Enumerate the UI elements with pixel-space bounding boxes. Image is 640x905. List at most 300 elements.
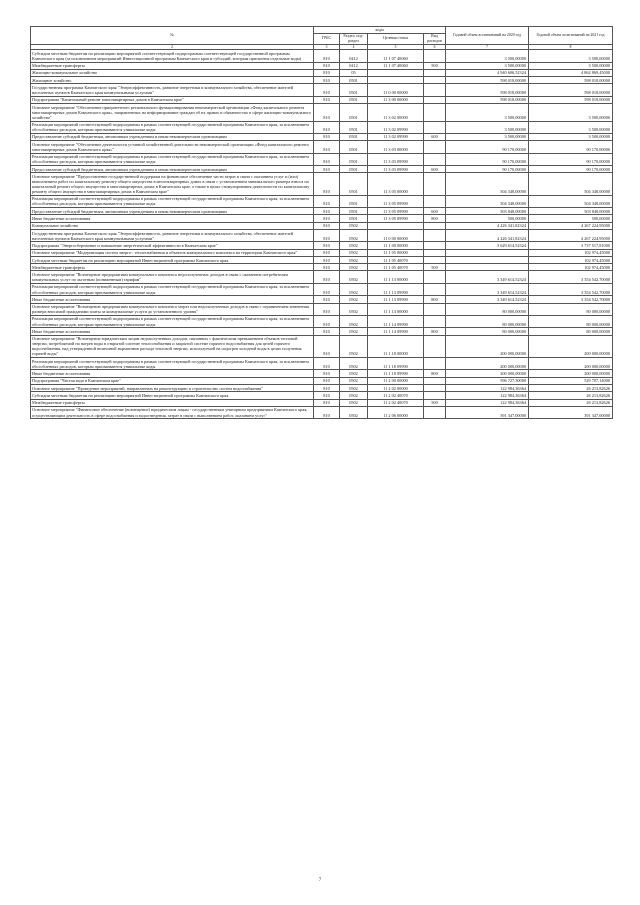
row-target [368,77,424,84]
row-grbs: 810 [314,229,340,241]
colnum: 2 [31,44,314,50]
row-type [424,242,446,249]
row-section: 0502 [340,385,368,392]
row-type [424,50,446,62]
budget-table [30,26,613,419]
row-type: 600 [424,208,446,215]
row-name: Иные бюджетные ассигнования [31,296,314,303]
row-amount-2021: 102 974,45000 [529,256,613,263]
row-section: 0412 [340,50,368,62]
row-target: 11 1 00 00000 [368,242,424,249]
row-type [424,222,446,229]
row-section: 0502 [340,249,368,256]
table-row [31,229,613,241]
row-target: 11 1 13 00000 [368,271,424,283]
header-section: Раздел, под-раздел [340,33,368,44]
row-grbs: 810 [314,141,340,153]
table-row [31,104,613,121]
row-type [424,303,446,315]
row-amount-2021: 3 500,00000 [529,50,613,62]
row-amount-2020: 391 347,00000 [446,406,529,418]
row-amount-2020: 80 000,00000 [446,315,529,327]
row-grbs: 810 [314,315,340,327]
row-amount-2021: 3 354 542,70000 [529,296,613,303]
table-row [31,215,613,222]
row-amount-2020: 4 226 341,82324 [446,229,529,241]
row-target: 11 1 14 09990 [368,315,424,327]
colnum: 3 [314,44,340,50]
row-grbs: 810 [314,62,340,69]
row-name: Реализация мероприятий соответствующей подпрограммы в рамках соответствующей государственной программы Камчатского края, за исключением обособленных расходов, которым присваиваются уникальные коды [31,195,314,207]
row-amount-2021: 200 000,00000 [529,358,613,370]
table-row [31,303,613,315]
table-row [31,165,613,172]
row-target: 11 3 05 09990 [368,195,424,207]
row-type [424,406,446,418]
row-grbs: 810 [314,222,340,229]
table-row [31,385,613,392]
row-grbs: 810 [314,96,340,103]
row-amount-2021: 504 348,00000 [529,173,613,196]
table-row [31,392,613,399]
row-target: 11 0 00 00000 [368,229,424,241]
header-name: № [31,27,314,45]
row-amount-2021: 598 018,00000 [529,77,613,84]
row-grbs: 810 [314,399,340,406]
table-row [31,62,613,69]
table-row [31,335,613,358]
row-name: Субсидии местным бюджетам на реализацию мероприятий соответствующей подпрограммы соответствующей государственной программы Камчатского края (за исключением мероприятий Инвестиционной программы Камчатского края и субсидий, которым присвоены отдельные коды) [31,50,314,62]
row-amount-2020: 504 348,00000 [446,173,529,196]
row-amount-2020: 500,00000 [446,215,529,222]
row-grbs: 810 [314,77,340,84]
row-amount-2020: 3 500,00000 [446,62,529,69]
row-grbs: 810 [314,358,340,370]
row-amount-2021: 26 213,82626 [529,399,613,406]
row-amount-2021: 3 354 542,70000 [529,271,613,283]
row-amount-2020: 598 018,00000 [446,77,529,84]
row-name: Реализация мероприятий соответствующей подпрограммы в рамках соответствующей государственной программы Камчатского края, за исключением обособленных расходов, которым присваиваются уникальные коды [31,358,314,370]
row-grbs: 810 [314,133,340,140]
row-amount-2021: 3 500,00000 [529,121,613,133]
table-row [31,222,613,229]
row-section: 0502 [340,264,368,271]
row-name: Субсидии местным бюджетам на реализацию мероприятий Инвестиционной программы Камчатского края [31,256,314,263]
row-name: Иные бюджетные ассигнования [31,328,314,335]
row-amount-2020: 3 349 614,52324 [446,283,529,295]
row-name: Межбюджетные трансферты [31,62,314,69]
table-row [31,96,613,103]
row-grbs: 810 [314,84,340,96]
row-name: Подпрограмма "Чистая вода в Камчатском крае" [31,377,314,384]
row-target: 11 3 03 09990 [368,153,424,165]
table-row [31,242,613,249]
row-grbs: 810 [314,335,340,358]
table-row [31,133,613,140]
row-name: Межбюджетные трансферты [31,264,314,271]
header-row-top [31,27,613,34]
row-target: 11 1 05 40070 [368,256,424,263]
row-amount-2020: 3 349 614,52324 [446,271,529,283]
row-name: Коммунальное хозяйство [31,222,314,229]
row-grbs: 810 [314,195,340,207]
row-section: 0501 [340,208,368,215]
row-type [424,173,446,196]
row-name: Основное мероприятие "Проведение мероприятий, направленных на реконструкцию и строительство систем водоснабжения" [31,385,314,392]
row-amount-2020: 200 000,00000 [446,370,529,377]
table-row [31,69,613,76]
row-name: Реализация мероприятий соответствующей подпрограммы в рамках соответствующей государственной программы Камчатского края, за исключением обособленных расходов, которым присваиваются уникальные коды [31,153,314,165]
row-amount-2020: 90 170,00000 [446,165,529,172]
row-name: Основное мероприятие "Предоставление государственной поддержки на финансовое обеспечение части затрат в связи с оказанием услуг и (или) выполнением работ по капитальному ремонту общего имущества в многоквартирных домах в связи с установлением минимального размера взноса на капитальный ремонт общего имущества в многоквартирных домах в Камчатском крае, а также в целях стимулирования деятельности по капитальному ремонту общего имущества в многоквартирных домах в Камчатском крае" [31,173,314,196]
colnum: 8 [529,44,613,50]
row-grbs: 810 [314,283,340,295]
row-target: 11 3 02 09990 [368,133,424,140]
row-section: 0501 [340,165,368,172]
row-type [424,256,446,263]
row-amount-2021: 26 213,82626 [529,392,613,399]
row-target: 11 3 03 00000 [368,141,424,153]
row-amount-2021: 391 347,00000 [529,406,613,418]
row-amount-2021: 4 267 224,95000 [529,229,613,241]
row-name: Реализация мероприятий соответствующей подпрограммы в рамках соответствующей государственной программы Камчатского края, за исключением обособленных расходов, которым присваиваются уникальные коды [31,121,314,133]
row-target: 11 1 13 09990 [368,283,424,295]
header-year-2020: Годовой объем ассигнований на 2020 год [446,27,529,45]
row-amount-2021: 503 848,00000 [529,208,613,215]
row-section: 0502 [340,399,368,406]
row-grbs: 810 [314,271,340,283]
row-section: 0502 [340,229,368,241]
row-amount-2021: 80 000,00000 [529,315,613,327]
row-amount-2021: 200 000,00000 [529,335,613,358]
row-amount-2020: 4 226 341,82324 [446,222,529,229]
table-row [31,50,613,62]
row-type [424,84,446,96]
row-section: 05 [340,69,368,76]
row-type [424,335,446,358]
row-name: Государственная программа Камчатского края "Энергоэффективность, развитие энергетики и коммунального хозяйства, обеспечение жителей населенных пунктов Камчатского края коммунальными услугами" [31,229,314,241]
row-section: 0501 [340,215,368,222]
row-type: 500 [424,62,446,69]
row-target: 11 3 05 00000 [368,173,424,196]
row-grbs: 810 [314,303,340,315]
row-amount-2021: 529 707,14000 [529,377,613,384]
colnum: 6 [424,44,446,50]
row-name: Основное мероприятие "Возмещение предприятиям коммунального комплекса недополученных доходов в связи с оказанием потребителям коммунальных услуг по льготным (пониженным) тарифам" [31,271,314,283]
row-type: 500 [424,399,446,406]
row-amount-2021: 3 500,00000 [529,133,613,140]
table-row [31,315,613,327]
table-row [31,377,613,384]
row-grbs: 810 [314,328,340,335]
row-section: 0502 [340,377,368,384]
row-amount-2021: 102 974,45000 [529,264,613,271]
row-amount-2020: 90 170,00000 [446,153,529,165]
row-amount-2020: 3 349 614,52324 [446,296,529,303]
row-name: Предоставление субсидий бюджетным, автономным учреждениям и иным некоммерческим организациям [31,165,314,172]
row-name: Основное мероприятие "Финансовое обеспечение (возмещение) юридическим лицам - государственным унитарным предприятиям Камчатского края, осуществляющим деятельность в сфере водоснабжения и водоотведения, затрат в связи с выполнением работ, оказанием услуг" [31,406,314,418]
row-section: 0501 [340,104,368,121]
table-row [31,77,613,84]
row-grbs: 810 [314,173,340,196]
row-type [424,96,446,103]
row-target: 11 1 14 00000 [368,303,424,315]
row-type [424,385,446,392]
header-grbs: ГРБС [314,33,340,44]
row-section: 0502 [340,296,368,303]
row-type [424,392,446,399]
table-row [31,173,613,196]
row-type [424,315,446,327]
row-amount-2021: 500,00000 [529,215,613,222]
row-section: 0501 [340,195,368,207]
row-section: 0501 [340,153,368,165]
row-amount-2020: 122 984,36364 [446,399,529,406]
row-target: 11 3 02 00000 [368,104,424,121]
row-amount-2021: 200 000,00000 [529,370,613,377]
row-section: 0501 [340,173,368,196]
table-row [31,406,613,418]
table-row [31,271,613,283]
row-section: 0501 [340,96,368,103]
row-amount-2021: 4 862 869,45000 [529,69,613,76]
row-section: 0502 [340,242,368,249]
row-target: 11 2 00 00000 [368,377,424,384]
row-type [424,69,446,76]
header-year-2021: Годовой объем ассигнований на 2021 год [529,27,613,45]
row-type [424,358,446,370]
row-grbs: 810 [314,296,340,303]
row-grbs: 810 [314,377,340,384]
row-section: 0502 [340,392,368,399]
row-amount-2021: 26 213,82626 [529,385,613,392]
row-type [424,141,446,153]
row-grbs: 810 [314,249,340,256]
table-body [31,44,613,419]
row-amount-2020: 200 000,00000 [446,335,529,358]
row-target: 11 2 06 00000 [368,406,424,418]
row-target: 11 1 18 00000 [368,335,424,358]
row-target: 11 1 07 40060 [368,50,424,62]
row-target: 11 1 13 09990 [368,296,424,303]
row-target [368,222,424,229]
header-type: Вид расходов [424,33,446,44]
row-type: 500 [424,264,446,271]
table-row [31,370,613,377]
row-type [424,153,446,165]
row-target: 11 3 05 09990 [368,215,424,222]
row-name: Межбюджетные трансферты [31,399,314,406]
colnum: 4 [340,44,368,50]
row-section: 0501 [340,77,368,84]
row-section: 0502 [340,370,368,377]
row-type: 800 [424,328,446,335]
row-section: 0502 [340,358,368,370]
row-amount-2021: 90 170,00000 [529,165,613,172]
table-row [31,208,613,215]
row-amount-2021: 3 354 542,70000 [529,283,613,295]
row-amount-2020: 90 170,00000 [446,141,529,153]
row-type: 600 [424,133,446,140]
row-section: 0502 [340,328,368,335]
row-amount-2020: 598 018,00000 [446,84,529,96]
row-amount-2020: 598 018,00000 [446,96,529,103]
row-section: 0412 [340,62,368,69]
table-row [31,195,613,207]
table-row [31,264,613,271]
row-name: Предоставление субсидий бюджетным, автономным учреждениям и иным некоммерческим организациям [31,133,314,140]
table-row [31,283,613,295]
budget-sheet [30,26,612,419]
table-row [31,399,613,406]
row-grbs: 810 [314,208,340,215]
row-amount-2020: 4 940 606,52324 [446,69,529,76]
row-amount-2020: 3 500,00000 [446,121,529,133]
row-amount-2021: 4 267 224,95000 [529,222,613,229]
row-target: 11 1 05 40070 [368,264,424,271]
row-amount-2021: 598 018,00000 [529,84,613,96]
row-amount-2020: 3 500,00000 [446,133,529,140]
row-grbs: 810 [314,242,340,249]
row-amount-2021: 90 170,00000 [529,141,613,153]
row-target: 11 3 00 00000 [368,96,424,103]
row-type: 800 [424,215,446,222]
row-name: Реализация мероприятий соответствующей подпрограммы в рамках соответствующей государственной программы Камчатского края, за исключением обособленных расходов, которым присваиваются уникальные коды [31,283,314,295]
row-target: 11 1 18 09990 [368,370,424,377]
header-codes: коды [314,27,446,34]
row-name: Субсидии местным бюджетам на реализацию мероприятий Инвестиционной программы Камчатского края [31,392,314,399]
row-type [424,377,446,384]
row-target: 11 2 02 40070 [368,392,424,399]
row-name: Основное мероприятие "Модернизация систем энерго-, теплоснабжения и объектов коммунального комплекса на территории Камчатского края" [31,249,314,256]
row-grbs: 810 [314,50,340,62]
row-name: Основное мероприятие "Возмещение юридическим лицам недополученных доходов, связанных с фактическим превышением объемов тепловой энергии, потребляемой на нагрев воды в открытой системе теплоснабжения и закрытой системе горячего водоснабжения для целей горячего водоснабжения, над утвержденной величиной нормативов расхода тепловой энергии, используемой на подогрев холодной воды в целях получения горячей воды" [31,335,314,358]
row-name: Предоставление субсидий бюджетным, автономным учреждениям и иным некоммерческим организациям [31,208,314,215]
row-type [424,121,446,133]
row-target: 11 1 18 09990 [368,358,424,370]
row-section: 0501 [340,121,368,133]
table-row [31,84,613,96]
row-section: 0502 [340,283,368,295]
row-amount-2020: 80 000,00000 [446,303,529,315]
row-target: 11 3 05 09990 [368,208,424,215]
row-amount-2021: 90 170,00000 [529,153,613,165]
row-name: Государственная программа Камчатского края "Энергоэффективность, развитие энергетики и коммунального хозяйства, обеспечение жителей населенных пунктов Камчатского края коммунальными услугами" [31,84,314,96]
row-amount-2020: 3 500,00000 [446,104,529,121]
row-amount-2021: 80 000,00000 [529,328,613,335]
row-target: 11 1 14 09990 [368,328,424,335]
row-type: 800 [424,370,446,377]
row-name: Основное мероприятие "Обеспечение приоритетного регионального функционирования некоммерческой организации «Фонд капитального ремонта многоквартирных домов Камчатского края», направленных на информирование граждан об их правах и обязанностях в сфере жилищно-коммунального хозяйства" [31,104,314,121]
row-target: 11 2 02 40070 [368,399,424,406]
row-grbs: 810 [314,392,340,399]
row-target: 11 3 02 09990 [368,121,424,133]
row-section: 0502 [340,222,368,229]
row-amount-2021: 504 348,00000 [529,195,613,207]
row-type [424,195,446,207]
row-grbs: 810 [314,406,340,418]
row-type [424,229,446,241]
table-row [31,328,613,335]
row-type [424,104,446,121]
colnum: 7 [446,44,529,50]
row-amount-2021: 3 737 517,81000 [529,242,613,249]
row-amount-2021: 3 500,00000 [529,62,613,69]
row-target: 11 1 07 40060 [368,62,424,69]
row-amount-2020: 504 348,00000 [446,195,529,207]
row-section: 0502 [340,271,368,283]
row-amount-2020: 122 984,36364 [446,392,529,399]
row-grbs: 810 [314,264,340,271]
row-grbs: 810 [314,153,340,165]
row-section: 0502 [340,406,368,418]
row-amount-2021: 80 000,00000 [529,303,613,315]
row-amount-2020: 3 629 614,52324 [446,242,529,249]
row-section: 0501 [340,84,368,96]
row-type: 600 [424,165,446,172]
row-amount-2020: 200 000,00000 [446,358,529,370]
row-type: 800 [424,296,446,303]
row-name: Подпрограмма "Капитальный ремонт многоквартирных домов в Камчатском крае" [31,96,314,103]
row-amount-2020: 122 984,36364 [446,385,529,392]
table-row [31,249,613,256]
row-type [424,77,446,84]
row-section: 0501 [340,141,368,153]
row-section: 0501 [340,133,368,140]
row-grbs: 810 [314,256,340,263]
row-amount-2020: 80 000,00000 [446,328,529,335]
row-section: 0502 [340,256,368,263]
table-row [31,296,613,303]
row-amount-2020 [446,256,529,263]
row-type [424,271,446,283]
row-grbs: 810 [314,385,340,392]
table-row [31,141,613,153]
row-target: 11 2 02 00000 [368,385,424,392]
row-amount-2020 [446,264,529,271]
row-amount-2021: 598 018,00000 [529,96,613,103]
table-row [31,121,613,133]
table-row [31,153,613,165]
row-amount-2021: 102 974,45000 [529,249,613,256]
row-type [424,249,446,256]
row-grbs: 810 [314,69,340,76]
row-section: 0502 [340,303,368,315]
row-grbs: 810 [314,215,340,222]
row-amount-2020 [446,249,529,256]
colnum: 5 [368,44,424,50]
row-target: 11 1 05 00000 [368,249,424,256]
row-amount-2020: 596 727,30000 [446,377,529,384]
row-name: Реализация мероприятий соответствующей подпрограммы в рамках соответствующей государственной программы Камчатского края, за исключением обособленных расходов, которым присваиваются уникальные коды [31,315,314,327]
row-amount-2020: 3 500,00000 [446,50,529,62]
table-row [31,256,613,263]
row-amount-2021: 3 500,00000 [529,104,613,121]
row-target: 11 3 03 09990 [368,165,424,172]
row-name: Подпрограмма "Энергосбережение и повышение энергетической эффективности в Камчатском крае" [31,242,314,249]
row-target: 11 0 00 00000 [368,84,424,96]
row-name: Основное мероприятие "Возмещение предприятиям коммунального комплекса затрат или недополученных доходов в связи с ограничением изменения размера вносимой гражданами платы за коммунальные услуги до установленного уровня" [31,303,314,315]
row-amount-2020: 503 848,00000 [446,208,529,215]
row-type [424,283,446,295]
row-name: Жилищное хозяйство [31,77,314,84]
row-grbs: 810 [314,165,340,172]
row-target [368,69,424,76]
row-name: Иные бюджетные ассигнования [31,370,314,377]
row-grbs: 810 [314,104,340,121]
page-number: 7 [318,878,322,883]
row-name: Основное мероприятие "Обеспечение деятельности уставной хозяйственной деятельности некоммерческой организации «Фонд капитального ремонта многоквартирных домов Камчатского края»" [31,141,314,153]
